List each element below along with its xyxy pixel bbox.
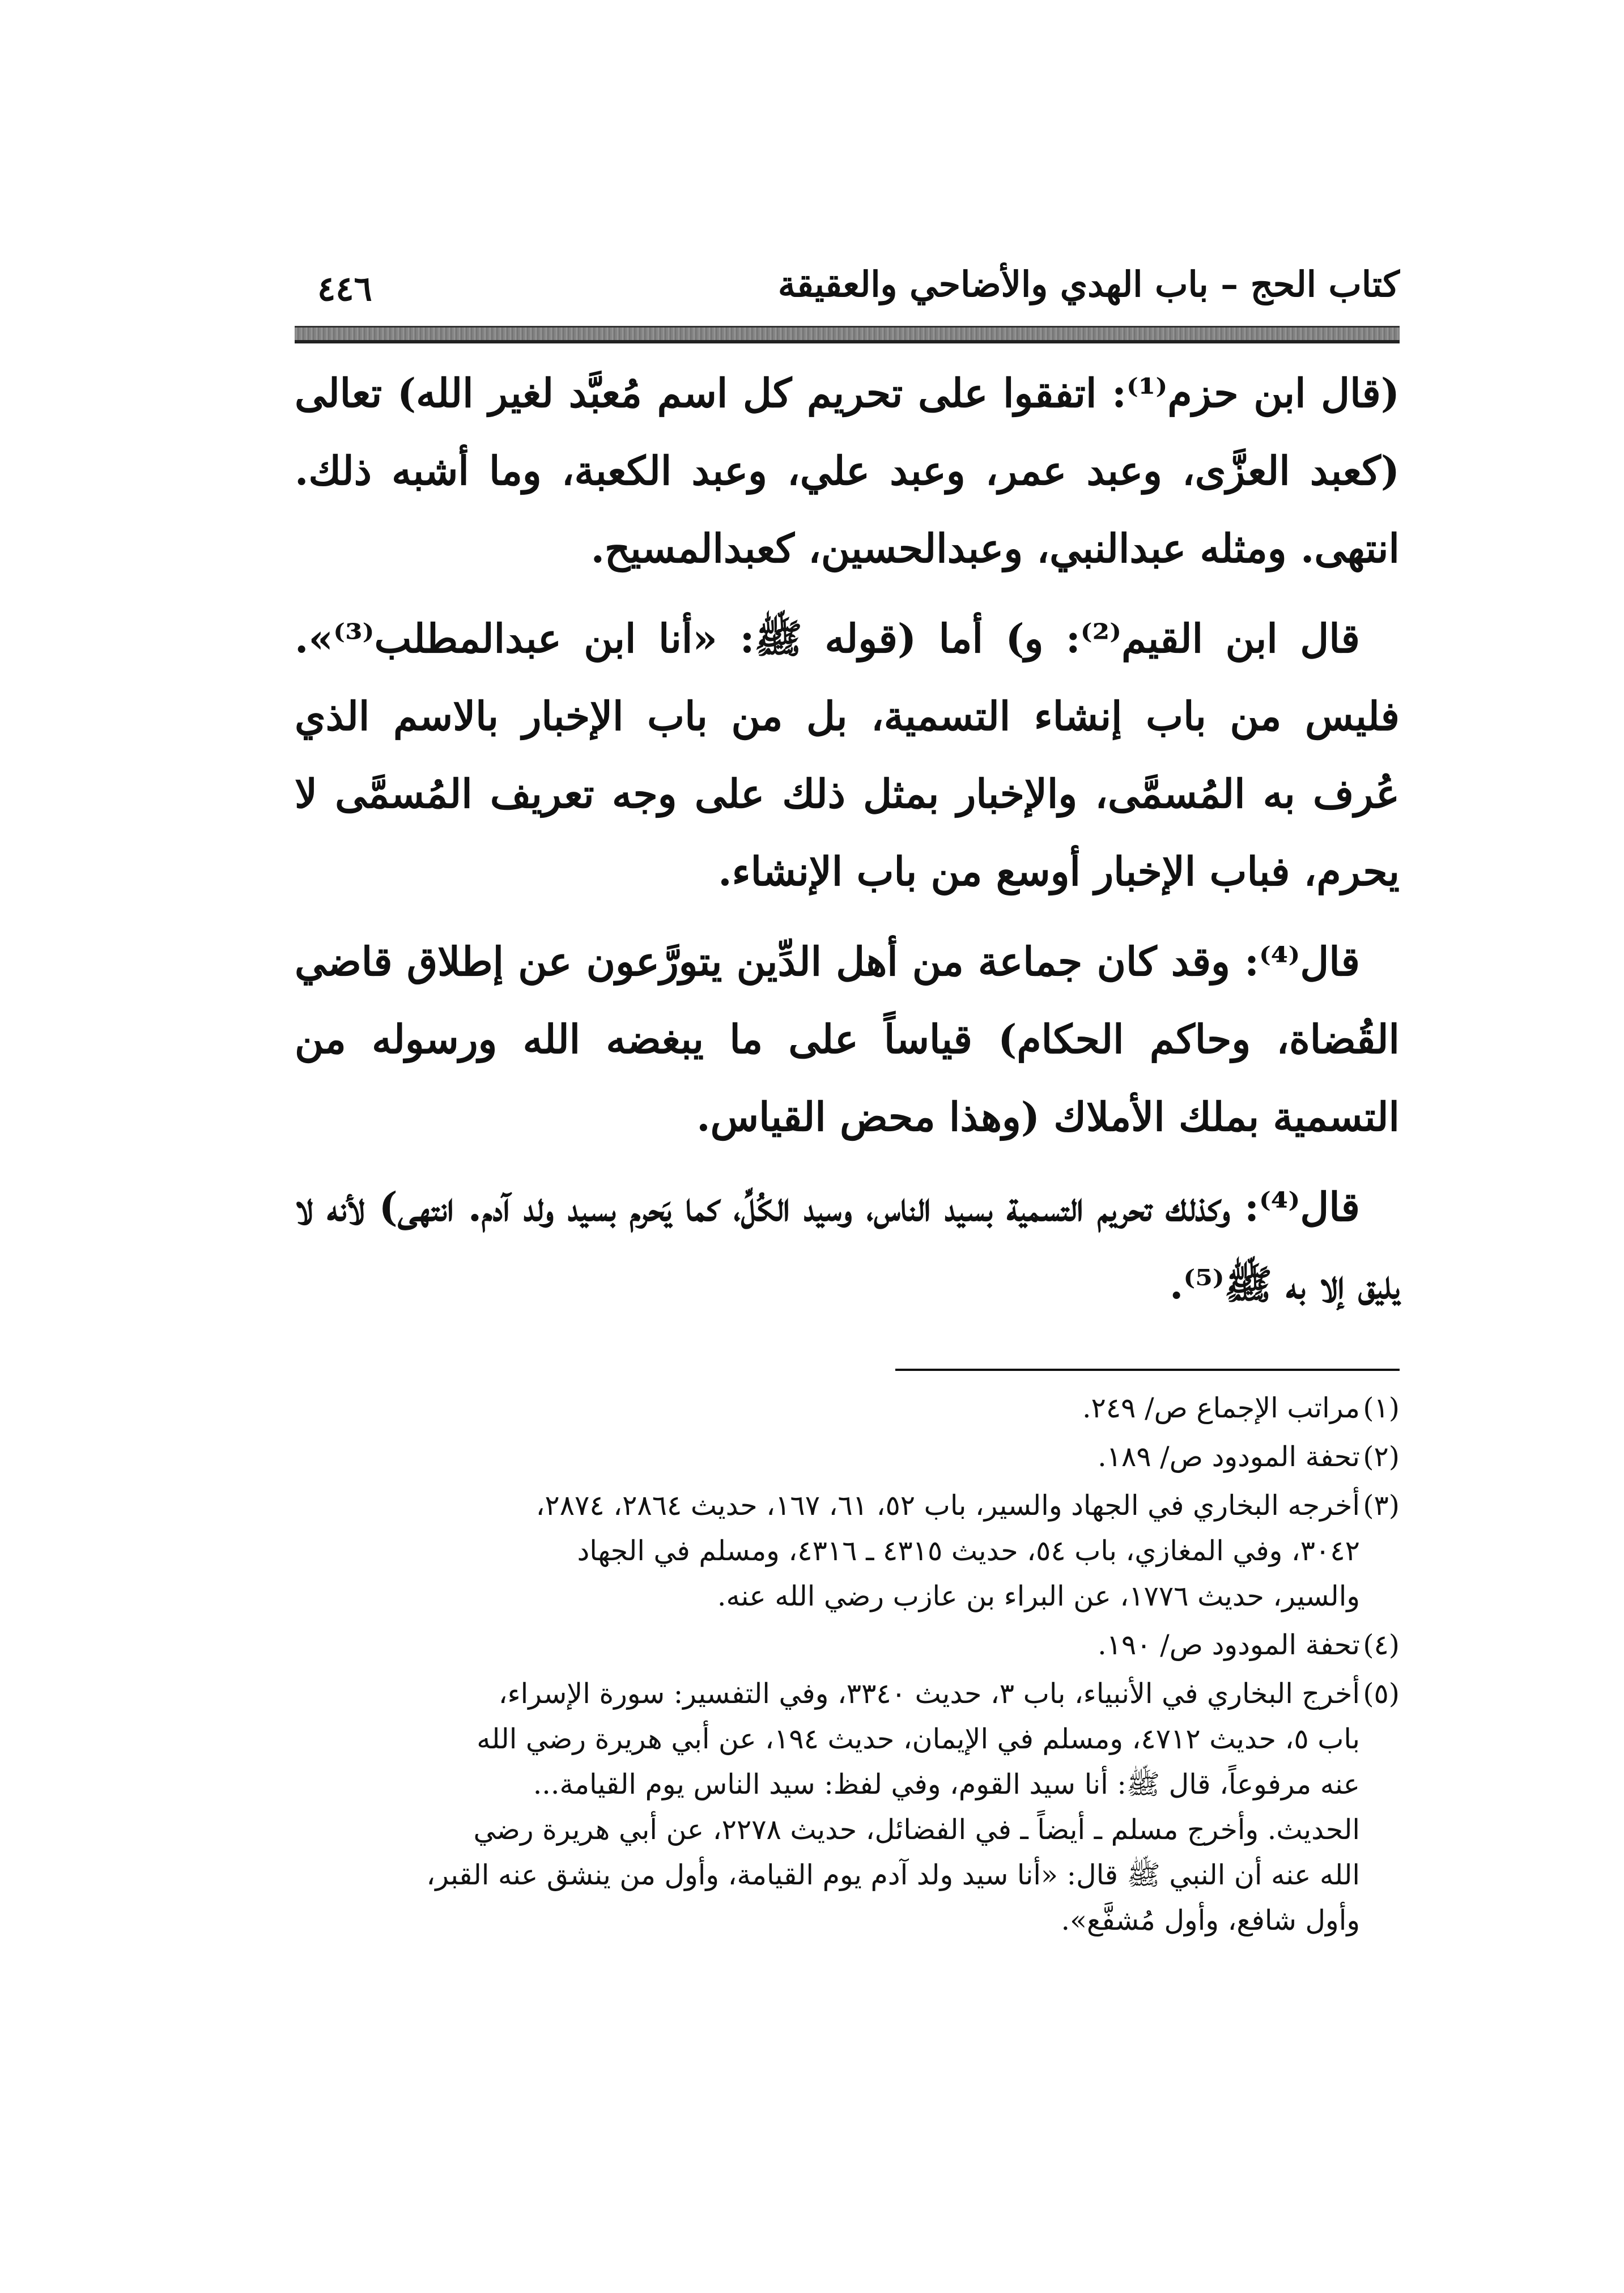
header-rule — [295, 326, 1400, 343]
footnote-text: أخرجه البخاري في الجهاد والسير، باب ٥٢، ٦١، ١٦٧، حديث ٢٨٦٤، ٢٨٧٤، — [535, 1489, 1360, 1522]
footnote-line — [295, 1898, 1400, 1943]
footnote-text: والسير، حديث ١٧٧٦، عن البراء بن عازب رضي الله عنه. — [717, 1580, 1360, 1612]
footnote-text: أخرج البخاري في الأنبياء، باب ٣، حديث ٣٣٤٠، وفي التفسير: سورة الإسراء، — [498, 1678, 1360, 1710]
footnote — [295, 1623, 1400, 1668]
footnote-text: عنه مرفوعاً، قال ﷺ: أنا سيد القوم، وفي لفظ: سيد الناس يوم القيامة... — [533, 1768, 1360, 1801]
footnote-text: تحفة المودود ص/ ١٨٩. — [1098, 1441, 1360, 1473]
footnote-line — [295, 1671, 1400, 1717]
footnote-line — [295, 1574, 1400, 1619]
footnote-line — [295, 1623, 1400, 1668]
footnote-text: مراتب الإجماع ص/ ٢٤٩. — [1082, 1392, 1360, 1424]
footnote-line — [295, 1762, 1400, 1807]
footnote — [295, 1483, 1400, 1619]
footnote-number: (١) — [1363, 1392, 1400, 1424]
header-title: كتاب الحج – باب الهدي والأضاحي والعقيقة — [777, 264, 1400, 305]
footnote-separator — [895, 1369, 1400, 1371]
footnote — [295, 1671, 1400, 1943]
footnote — [295, 1434, 1400, 1480]
footnote-line — [295, 1717, 1400, 1762]
footnote-text: ٣٠٤٢، وفي المغازي، باب ٥٤، حديث ٤٣١٥ ـ ٤٣١٦، ومسلم في الجهاد — [577, 1535, 1360, 1567]
footnote-text: تحفة المودود ص/ ١٩٠. — [1098, 1629, 1360, 1661]
main-text — [295, 354, 1400, 1336]
footnote-number: (٥) — [1363, 1678, 1400, 1710]
footnote-number: (٤) — [1363, 1629, 1400, 1661]
footnote — [295, 1386, 1400, 1431]
footnote-line — [295, 1434, 1400, 1480]
footnote-line — [295, 1386, 1400, 1431]
paragraph-4: قال⁽⁴⁾: وكذلك تحريم التسمية بسيد الناس، وسيد الكُلِّ، كما يَحرم بسيد ولد آدم. انتهى) لأنه لا يليق إلا به ﷺ⁽⁵⁾. — [295, 1183, 1400, 1308]
footnote-text: باب ٥، حديث ٤٧١٢، ومسلم في الإيمان، حديث ١٩٤، عن أبي هريرة رضي الله — [477, 1723, 1360, 1755]
footnote-number: (٣) — [1363, 1489, 1400, 1522]
running-header — [295, 252, 1400, 320]
footnote-number: (٢) — [1363, 1441, 1400, 1473]
footnote-line — [295, 1853, 1400, 1898]
page-number: ٤٤٦ — [317, 269, 372, 309]
paragraph-2: قال ابن القيم⁽²⁾: و) أما (قوله ﷺ: «أنا ابن عبدالمطلب⁽³⁾». فليس من باب إنشاء التسمية، بل من باب الإخبار بالاسم الذي عُرف به المُسمَّى، والإخبار بمثل ذلك على وجه تعريف المُسمَّى لا يحرم، فباب الإخبار أوسع من باب الإنشاء. — [295, 615, 1400, 895]
paragraph-3: قال⁽⁴⁾: وقد كان جماعة من أهل الدِّين يتورَّعون عن إطلاق قاضي القُضاة، وحاكم الحكام) قياساً على ما يبغضه الله ورسوله من التسمية بملك الأملاك (وهذا محض القياس. — [295, 938, 1400, 1140]
footnote-text: وأول شافع، وأول مُشفَّع». — [1061, 1904, 1360, 1937]
footnote-text: الحديث. وأخرج مسلم ـ أيضاً ـ في الفضائل، حديث ٢٢٧٨، عن أبي هريرة رضي — [473, 1814, 1360, 1846]
footnote-text: الله عنه أن النبي ﷺ قال: «أنا سيد ولد آدم يوم القيامة، وأول من ينشق عنه القبر، — [426, 1859, 1360, 1891]
paragraph-1: (قال ابن حزم⁽¹⁾: اتفقوا على تحريم كل اسم مُعبَّد لغير الله) تعالى (كعبد العزَّى، وعبد عمر، وعبد علي، وعبد الكعبة، وما أشبه ذلك. انتهى. ومثله عبدالنبي، وعبدالحسين، كعبدالمسيح. — [295, 370, 1400, 572]
footnote-line — [295, 1528, 1400, 1574]
footnote-line — [295, 1807, 1400, 1853]
footnotes — [295, 1386, 1400, 1947]
footnote-line — [295, 1483, 1400, 1528]
